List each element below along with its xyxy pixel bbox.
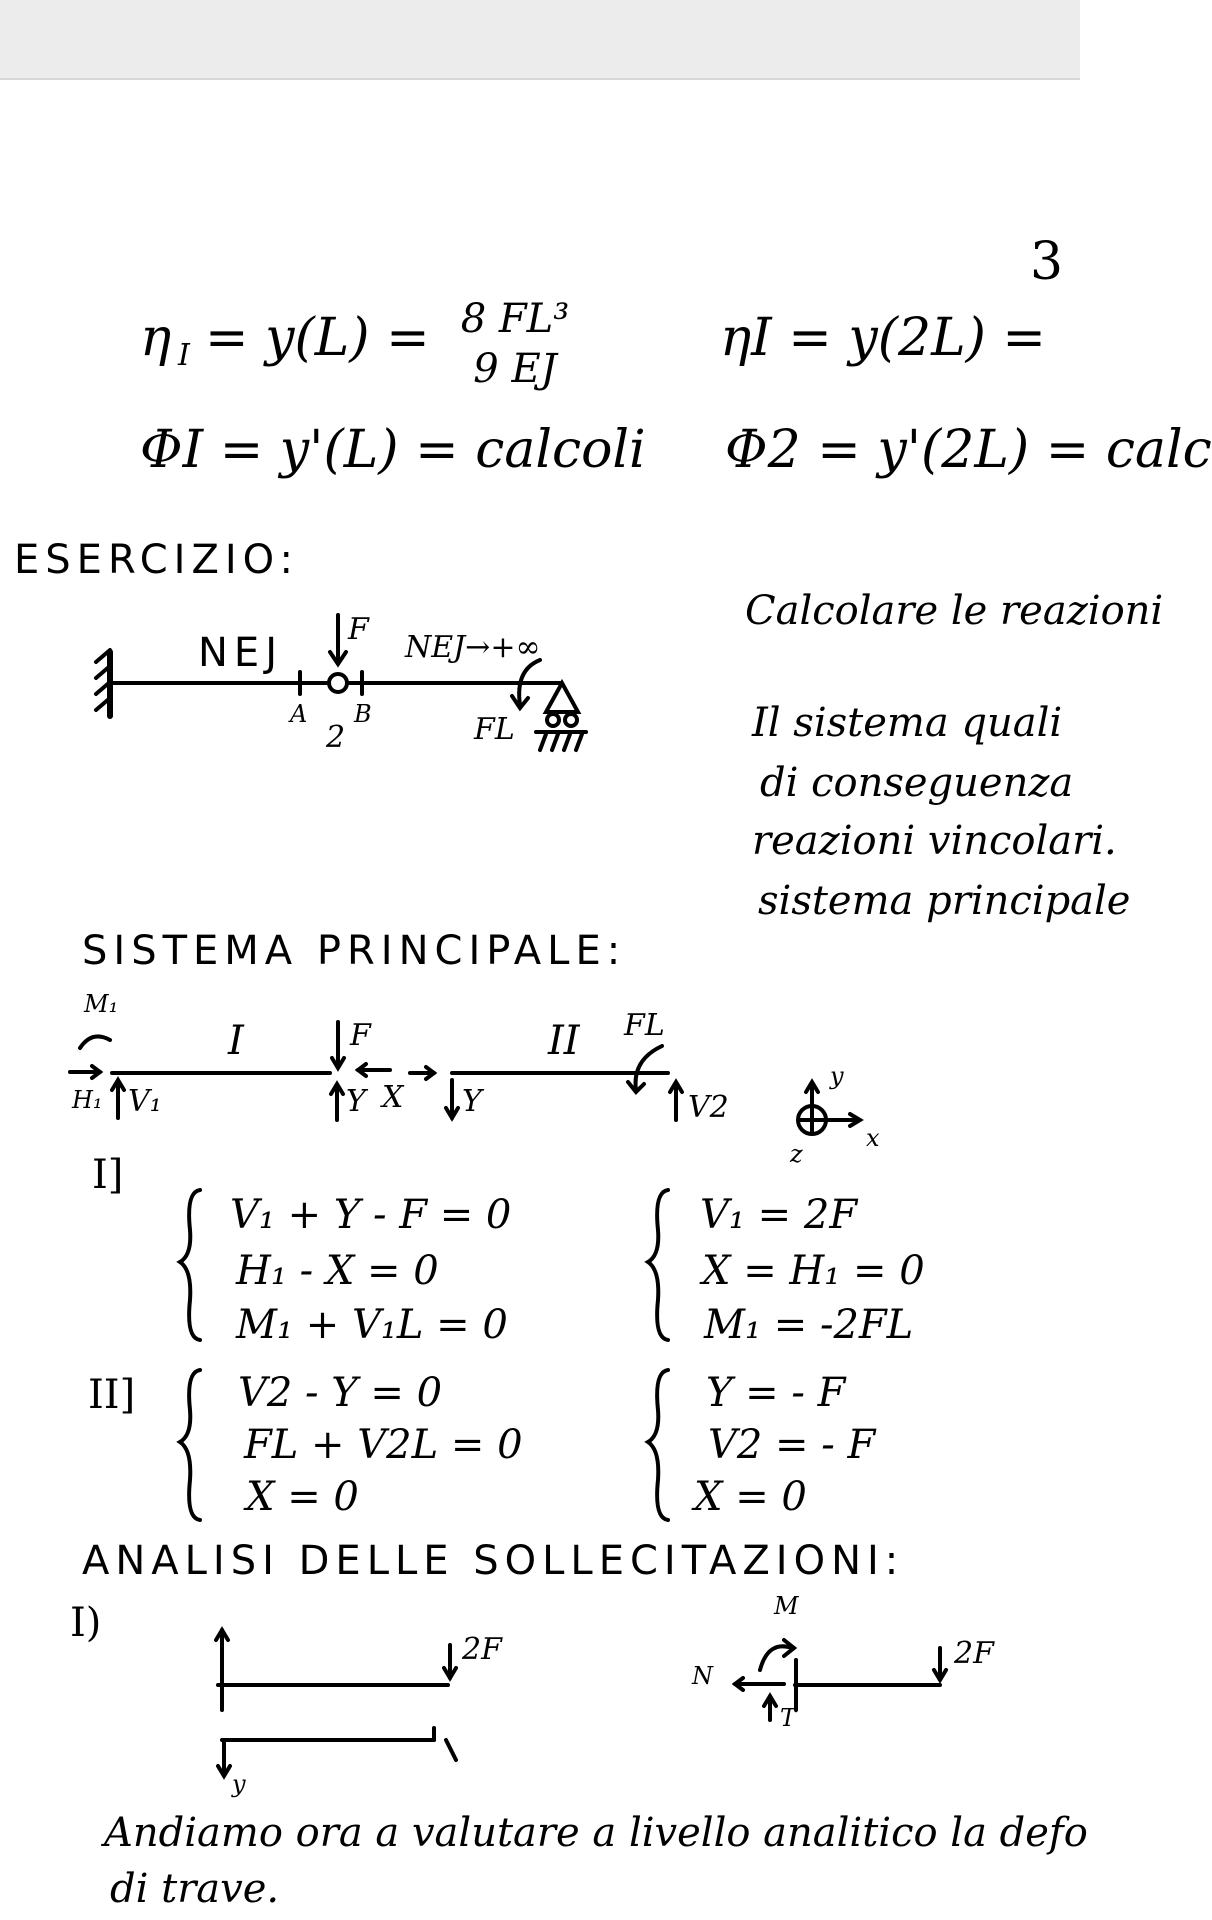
eta-denominator: 9 EJ — [473, 346, 557, 392]
eq-g1-right-3: M₁ = -2FL — [704, 1302, 914, 1348]
footer-text-line-1: Andiamo ora a valutare a livello analitico la defo — [104, 1810, 1088, 1856]
page-number: 3 — [1030, 232, 1064, 292]
exercise-text-line-5: sistema principale — [758, 878, 1131, 924]
ground-hatch — [576, 734, 582, 750]
phi-right-equation: Φ2 = y'(2L) = calc — [725, 420, 1212, 480]
stress-y-label: y — [232, 1770, 246, 1798]
label-part2: II — [548, 1018, 580, 1064]
beam-label-a: A — [290, 700, 308, 728]
ground-hatch — [552, 734, 558, 750]
exercise-text-line-4: reazioni vincolari. — [752, 818, 1117, 864]
eta-equation: = y(L) = — [205, 308, 430, 368]
stress-m-label: M — [774, 1592, 799, 1620]
roller-support — [546, 683, 578, 712]
eta-numerator: 8 FL³ — [460, 296, 570, 342]
phi-left-equation: ΦI = y'(L) = calcoli — [140, 420, 646, 480]
equations-group2-label: II] — [88, 1372, 136, 1418]
eq-g1-left-1: V₁ + Y - F = 0 — [230, 1192, 512, 1238]
stress-heading: ANALISI DELLE SOLLECITAZIONI: — [82, 1538, 905, 1584]
label-m1: M₁ — [84, 990, 119, 1018]
label-axis-x: x — [866, 1124, 880, 1152]
eq-g2-left-1: V2 - Y = 0 — [238, 1370, 443, 1416]
label-v2: V2 — [688, 1090, 729, 1125]
stress-load-right-label: 2F — [954, 1636, 994, 1671]
footer-text-line-2: di trave. — [110, 1866, 280, 1912]
beam-label-segment2: NEJ→+∞ — [405, 630, 541, 665]
exercise-text-line-1: Calcolare le reazioni — [745, 588, 1164, 634]
stress-load-left-label: 2F — [462, 1632, 502, 1667]
brace-2-right — [648, 1370, 668, 1520]
roller — [547, 714, 559, 726]
label-fl: FL — [624, 1008, 665, 1043]
eq-g1-left-2: H₁ - X = 0 — [236, 1248, 439, 1294]
beam-label-load: F — [348, 612, 369, 647]
eq-g1-right-1: V₁ = 2F — [700, 1192, 858, 1238]
label-y-down: Y — [462, 1084, 482, 1119]
label-x: X — [382, 1080, 404, 1115]
label-f: F — [350, 1018, 371, 1053]
eq-g2-left-2: FL + V2L = 0 — [244, 1422, 523, 1468]
eq-g1-right-2: X = H₁ = 0 — [702, 1248, 925, 1294]
eq-g1-left-3: M₁ + V₁L = 0 — [236, 1302, 508, 1348]
stress-axis-end — [446, 1740, 456, 1760]
brace-1-right — [648, 1190, 668, 1340]
principal-heading: SISTEMA PRINCIPALE: — [82, 928, 627, 974]
exercise-heading: ESERCIZIO: — [14, 537, 299, 583]
eq-g2-right-2: V2 = - F — [708, 1422, 876, 1468]
eq-g2-right-3: X = 0 — [694, 1474, 807, 1520]
label-axis-y: y — [830, 1062, 844, 1090]
brace-2-left — [180, 1370, 200, 1520]
label-part1: I — [228, 1018, 244, 1064]
eta-subscript: I — [178, 338, 190, 373]
beam-label-hinge: 2 — [326, 720, 346, 755]
label-v1: V₁ — [128, 1084, 162, 1119]
label-h1: H₁ — [72, 1086, 103, 1114]
exercise-text-line-3: di conseguenza — [760, 760, 1074, 806]
equations-group1-label: I] — [92, 1152, 124, 1198]
m-arc — [760, 1646, 792, 1670]
ground-hatch — [540, 734, 546, 750]
hinge — [329, 674, 347, 692]
exercise-text-line-2: Il sistema quali — [752, 700, 1063, 746]
label-y-up: Y — [346, 1084, 366, 1119]
fl-moment-arc — [636, 1046, 662, 1090]
stress-t-label: T — [780, 1704, 797, 1732]
beam-label-segment1: NEJ — [198, 630, 283, 676]
beam-label-moment: FL — [474, 712, 515, 747]
stress-n-label: N — [692, 1662, 713, 1690]
roller — [565, 714, 577, 726]
label-axis-z: z — [790, 1140, 803, 1168]
beam-label-b: B — [354, 700, 372, 728]
eta-right-equation: ηI = y(2L) = — [720, 308, 1046, 368]
eta-symbol: η — [140, 308, 172, 368]
eq-g2-left-3: X = 0 — [246, 1474, 359, 1520]
stress-part-label: I) — [70, 1600, 102, 1646]
eq-g2-right-1: Y = - F — [706, 1370, 846, 1416]
ground-hatch — [564, 734, 570, 750]
m1-arc — [80, 1036, 110, 1048]
brace-1-left — [180, 1190, 200, 1340]
